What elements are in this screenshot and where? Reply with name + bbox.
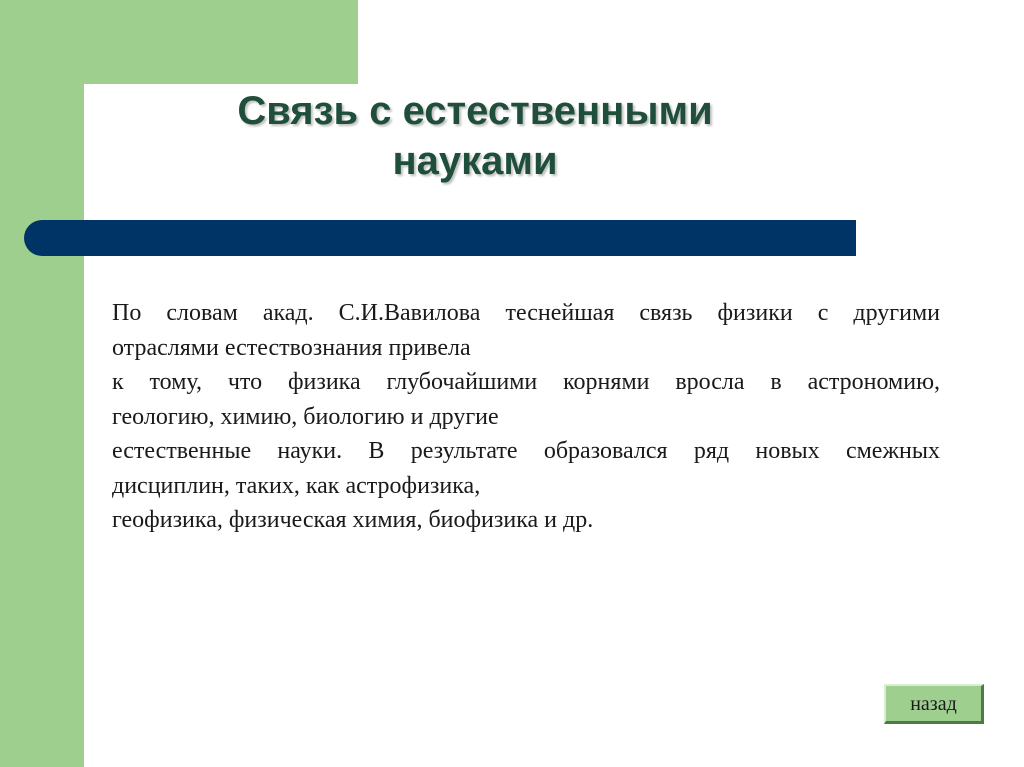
left-green-band: [0, 0, 84, 767]
body-line-4: геологию, химию, биологию и другие: [112, 403, 499, 430]
body-line-2: отраслями естествознания привела: [112, 334, 471, 361]
slide-title-line-2: науками: [392, 139, 558, 183]
body-line-1: По словам акад. С.И.Вавилова теснейшая связь физики с другими: [112, 300, 940, 326]
body-line-7: геофизика, физическая химия, биофизика и др.: [112, 507, 594, 533]
body-line-3: к тому, что физика глубочайшими корнями вросла в астрономию,: [112, 369, 940, 395]
slide-title: [140, 86, 810, 186]
body-line-5: естественные науки. В результате образовался ряд новых смежных: [112, 438, 940, 464]
body-line-6: дисциплин, таких, как астрофизика,: [112, 472, 481, 499]
title-divider-bar: [24, 220, 856, 256]
slide-title-line-1: Связь с естественными: [237, 89, 713, 133]
back-button[interactable]: назад: [884, 684, 984, 724]
body-text: [112, 296, 940, 538]
top-green-band: [0, 0, 358, 84]
